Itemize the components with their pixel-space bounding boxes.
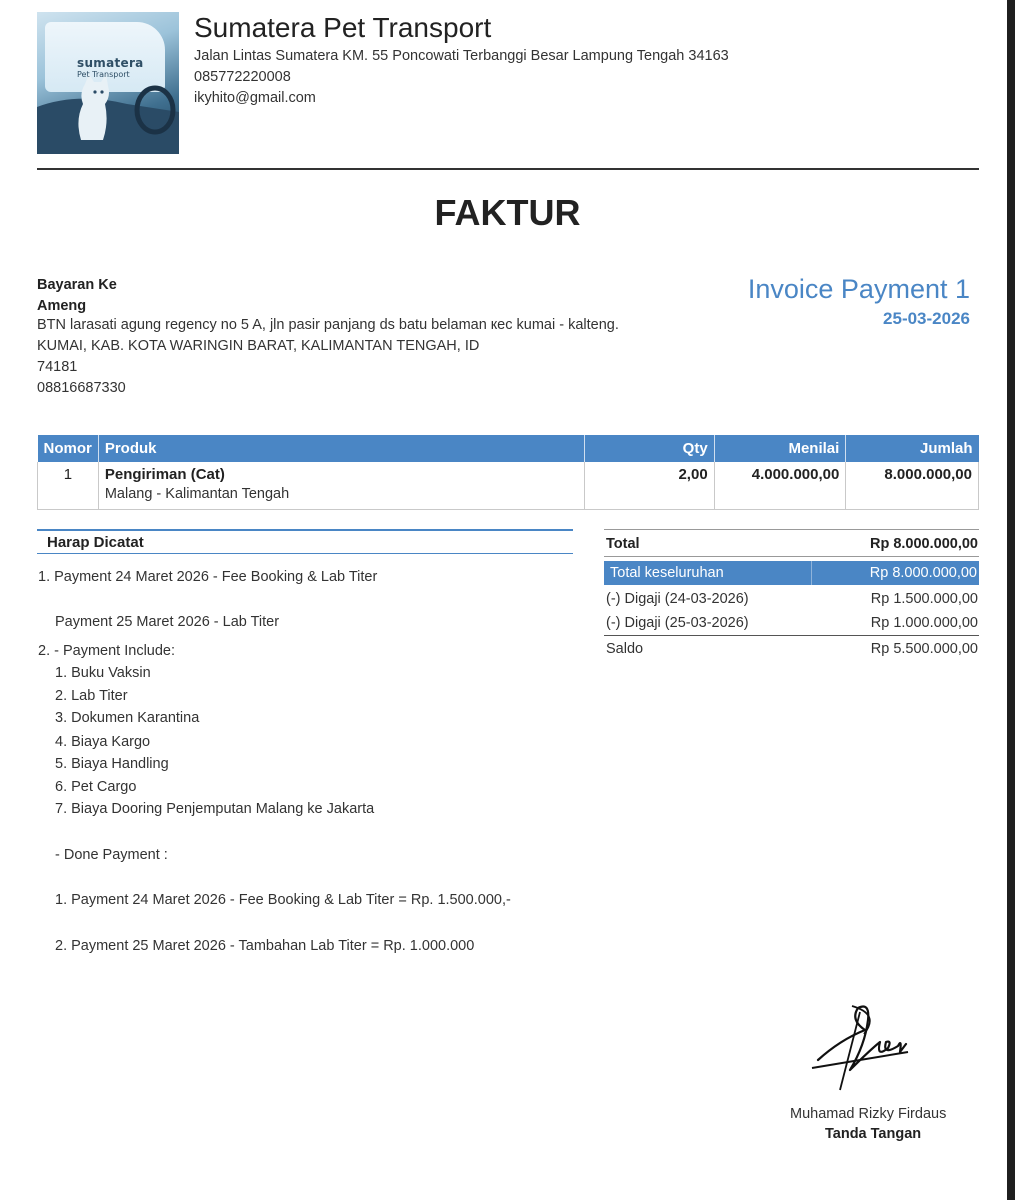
column-header-no: Nomor [38, 435, 99, 462]
totals-rule [604, 556, 979, 557]
bill-to-address-line: KUMAI, KAB. KOTA WARINGIN BARAT, KALIMANTAN TENGAH, ID [37, 338, 480, 354]
note-line: 1. Payment 24 Maret 2026 - Fee Booking & Lab Titer = Rp. 1.500.000,- [55, 892, 511, 908]
logo-brand-text: sumatera [77, 56, 144, 70]
notes-bottom-rule [37, 553, 573, 554]
note-line: 2. Lab Titer [55, 688, 128, 704]
note-line: 2. Payment 25 Maret 2026 - Tambahan Lab Titer = Rp. 1.000.000 [55, 938, 475, 954]
notes-top-rule [37, 529, 573, 531]
payment-1-label: (-) Digaji (24-03-2026) [606, 591, 749, 607]
total-label: Total [606, 536, 640, 552]
grand-total-label: Total keseluruhan [610, 565, 724, 581]
note-line: - Done Payment : [55, 847, 168, 863]
signatory-name: Muhamad Rizky Firdaus [790, 1106, 947, 1122]
totals-row-grand [604, 561, 979, 585]
signature-label: Tanda Tangan [825, 1126, 922, 1142]
totals-row-payment-1 [604, 587, 979, 611]
document-title: FAKTUR [434, 192, 581, 233]
company-email: ikyhito@gmail.com [194, 90, 316, 106]
totals-row-payment-2 [604, 611, 979, 635]
logo-brand-subtext: Pet Transport [77, 70, 130, 79]
company-address: Jalan Lintas Sumatera KM. 55 Poncowati Terbanggi Besar Lampung Tengah 34163 [194, 48, 729, 64]
column-header-value: Menilai [714, 435, 846, 462]
row-value: 4.000.000,00 [714, 462, 846, 509]
note-line: 7. Biaya Dooring Penjemputan Malang ke Jakarta [55, 801, 375, 817]
items-table-header [38, 435, 979, 462]
note-line: 1. Buku Vaksin [55, 665, 151, 681]
table-row [38, 462, 979, 509]
balance-label: Saldo [606, 641, 644, 657]
total-value: Rp 8.000.000,00 [869, 536, 978, 552]
notes-heading: Harap Dicatat [47, 534, 144, 551]
logo-dog-illustration [37, 12, 179, 154]
balance-value: Rp 5.500.000,00 [870, 641, 978, 657]
bill-to-label: Bayaran Ke [37, 277, 117, 293]
bill-to-phone: 08816687330 [37, 380, 126, 396]
grand-total-separator [811, 561, 812, 585]
page-edge [1007, 0, 1015, 1200]
handwritten-signature [810, 1000, 920, 1095]
totals-row-balance [604, 637, 979, 661]
note-line: 3. Dokumen Karantina [55, 710, 200, 726]
bill-to-name: Ameng [37, 298, 87, 314]
bill-to-address-line: BTN larasati agung regency no 5 A, jln pasir panjang ds batu belaman кec kumai - kalteng. [37, 317, 619, 333]
column-header-product: Produk [98, 435, 584, 462]
payment-2-label: (-) Digaji (25-03-2026) [606, 615, 749, 631]
column-header-amount: Jumlah [846, 435, 979, 462]
company-phone: 085772220008 [194, 69, 291, 85]
totals-top-rule [604, 529, 979, 530]
row-product-name: Pengiriman (Cat) [104, 466, 225, 483]
payment-1-value: Rp 1.500.000,00 [870, 591, 978, 607]
bill-to-postcode: 74181 [37, 359, 78, 375]
balance-rule [604, 635, 979, 636]
grand-total-value: Rp 8.000.000,00 [869, 565, 977, 581]
row-amount: 8.000.000,00 [846, 462, 979, 509]
note-line: 2. - Payment Include: [38, 643, 176, 659]
note-line: 1. Payment 24 Maret 2026 - Fee Booking & Lab Titer [38, 569, 378, 585]
column-header-qty: Qty [584, 435, 714, 462]
items-table [37, 435, 979, 510]
row-product-cell [98, 462, 584, 509]
invoice-title: Invoice Payment 1 [747, 274, 970, 304]
payment-2-value: Rp 1.000.000,00 [870, 615, 978, 631]
note-line: 5. Biaya Handling [55, 756, 169, 772]
row-qty: 2,00 [584, 462, 714, 509]
totals-row-total [604, 532, 979, 556]
row-product-description: Malang - Kalimantan Tengah [104, 486, 290, 502]
company-name: Sumatera Pet Transport [194, 12, 492, 43]
company-logo [37, 12, 179, 154]
note-line: 4. Biaya Kargo [55, 734, 151, 750]
note-line: 6. Pet Cargo [55, 779, 137, 795]
row-number: 1 [38, 462, 99, 509]
note-line: Payment 25 Maret 2026 - Lab Titer [55, 614, 280, 630]
header-divider [37, 168, 979, 170]
invoice-date: 25-03-2026 [883, 309, 970, 328]
